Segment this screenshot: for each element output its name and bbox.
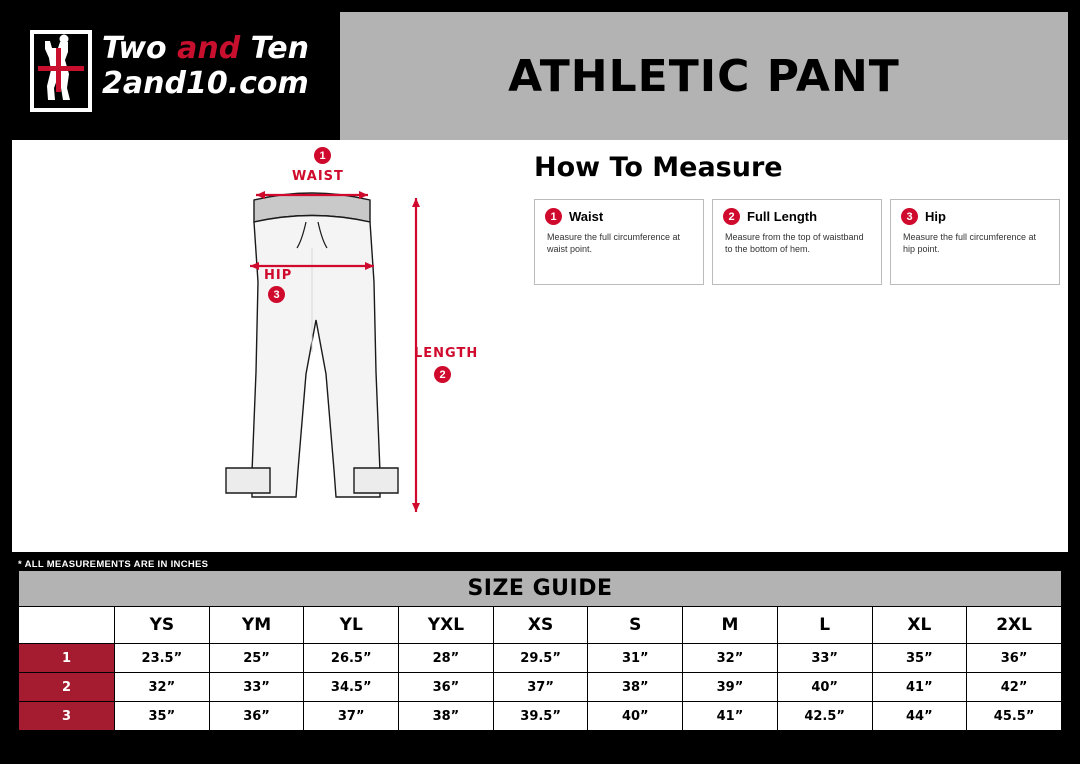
cell-waist-l: 33” bbox=[777, 644, 872, 673]
cell-length-ys: 32” bbox=[115, 673, 210, 702]
measure-card-full-length-title: Full Length bbox=[747, 209, 818, 224]
table-header-row bbox=[19, 607, 1062, 644]
cell-length-xl: 41” bbox=[872, 673, 967, 702]
measure-card-full-length-desc: Measure from the top of waistband to the bottom of hem. bbox=[725, 232, 864, 255]
cell-waist-ym: 25” bbox=[209, 644, 304, 673]
content-area bbox=[12, 140, 1068, 552]
cell-length-ym: 33” bbox=[209, 673, 304, 702]
page-title: ATHLETIC PANT bbox=[508, 50, 900, 102]
measure-card-waist-head bbox=[545, 208, 693, 225]
how-to-measure-section bbox=[522, 152, 1062, 285]
pant-drawing-icon bbox=[212, 140, 512, 540]
header bbox=[0, 0, 1080, 140]
measure-card-hip-title: Hip bbox=[925, 209, 946, 224]
cell-waist-yxl: 28” bbox=[399, 644, 494, 673]
measurement-note: * ALL MEASUREMENTS ARE IN INCHES bbox=[18, 559, 209, 570]
cell-length-yl: 34.5” bbox=[304, 673, 399, 702]
brand-logo bbox=[30, 30, 320, 112]
cell-hip-s: 40” bbox=[588, 702, 683, 731]
cell-waist-ys: 23.5” bbox=[115, 644, 210, 673]
badge-waist: 1 bbox=[314, 147, 331, 164]
measure-card-hip bbox=[890, 199, 1060, 285]
label-hip: HIP bbox=[264, 268, 293, 283]
brand-and: and bbox=[177, 31, 241, 66]
table-row bbox=[19, 644, 1062, 673]
cell-hip-ys: 35” bbox=[115, 702, 210, 731]
cell-hip-l: 42.5” bbox=[777, 702, 872, 731]
cell-hip-yl: 37” bbox=[304, 702, 399, 731]
label-waist: WAIST bbox=[292, 169, 344, 184]
cell-length-yxl: 36” bbox=[399, 673, 494, 702]
size-guide-section bbox=[18, 570, 1062, 731]
col-yxl: YXL bbox=[399, 607, 494, 644]
cell-waist-m: 32” bbox=[683, 644, 778, 673]
col-l: L bbox=[777, 607, 872, 644]
table-corner-cell bbox=[19, 607, 115, 644]
badge-length: 2 bbox=[434, 366, 451, 383]
cell-hip-ym: 36” bbox=[209, 702, 304, 731]
label-length: LENGTH bbox=[414, 346, 479, 361]
measure-card-waist-desc: Measure the full circumference at waist point. bbox=[547, 232, 681, 255]
cell-waist-s: 31” bbox=[588, 644, 683, 673]
cell-hip-m: 41” bbox=[683, 702, 778, 731]
col-s: S bbox=[588, 607, 683, 644]
measure-card-full-length-badge: 2 bbox=[723, 208, 740, 225]
header-title-band bbox=[340, 12, 1068, 140]
table-row bbox=[19, 702, 1062, 731]
baseball-pitcher-logo-icon bbox=[30, 30, 92, 112]
col-xl: XL bbox=[872, 607, 967, 644]
row-label-length: 2 bbox=[19, 673, 115, 702]
measure-card-full-length bbox=[712, 199, 882, 285]
cell-hip-yxl: 38” bbox=[399, 702, 494, 731]
col-yl: YL bbox=[304, 607, 399, 644]
cell-hip-xl: 44” bbox=[872, 702, 967, 731]
cell-waist-2xl: 36” bbox=[967, 644, 1062, 673]
measure-card-hip-head bbox=[901, 208, 1049, 225]
badge-hip: 3 bbox=[268, 286, 285, 303]
measure-card-hip-badge: 3 bbox=[901, 208, 918, 225]
col-ym: YM bbox=[209, 607, 304, 644]
size-guide-table bbox=[18, 606, 1062, 731]
cell-hip-2xl: 45.5” bbox=[967, 702, 1062, 731]
how-to-measure-title: How To Measure bbox=[534, 152, 783, 183]
cell-length-xs: 37” bbox=[493, 673, 588, 702]
cell-waist-yl: 26.5” bbox=[304, 644, 399, 673]
row-label-waist: 1 bbox=[19, 644, 115, 673]
table-row bbox=[19, 673, 1062, 702]
brand-line-1 bbox=[102, 32, 309, 66]
measure-card-full-length-head bbox=[723, 208, 871, 225]
measure-card-waist bbox=[534, 199, 704, 285]
col-xs: XS bbox=[493, 607, 588, 644]
col-m: M bbox=[683, 607, 778, 644]
cell-length-m: 39” bbox=[683, 673, 778, 702]
how-to-measure-cards bbox=[534, 199, 1062, 285]
measure-card-waist-badge: 1 bbox=[545, 208, 562, 225]
brand-domain: 2and10.com bbox=[102, 66, 309, 101]
brand-ten: Ten bbox=[240, 31, 309, 66]
col-2xl: 2XL bbox=[967, 607, 1062, 644]
measure-card-waist-title: Waist bbox=[569, 209, 604, 224]
cell-length-s: 38” bbox=[588, 673, 683, 702]
brand-wordmark bbox=[102, 32, 309, 102]
measure-card-hip-desc: Measure the full circumference at hip point. bbox=[903, 232, 1037, 255]
row-label-hip: 3 bbox=[19, 702, 115, 731]
size-guide-title-bar bbox=[18, 570, 1062, 606]
cell-length-2xl: 42” bbox=[967, 673, 1062, 702]
col-ys: YS bbox=[115, 607, 210, 644]
cell-hip-xs: 39.5” bbox=[493, 702, 588, 731]
size-guide-title: SIZE GUIDE bbox=[467, 576, 613, 601]
cell-waist-xl: 35” bbox=[872, 644, 967, 673]
pant-illustration bbox=[212, 140, 512, 540]
cell-length-l: 40” bbox=[777, 673, 872, 702]
brand-two: Two bbox=[102, 31, 178, 66]
cell-waist-xs: 29.5” bbox=[493, 644, 588, 673]
